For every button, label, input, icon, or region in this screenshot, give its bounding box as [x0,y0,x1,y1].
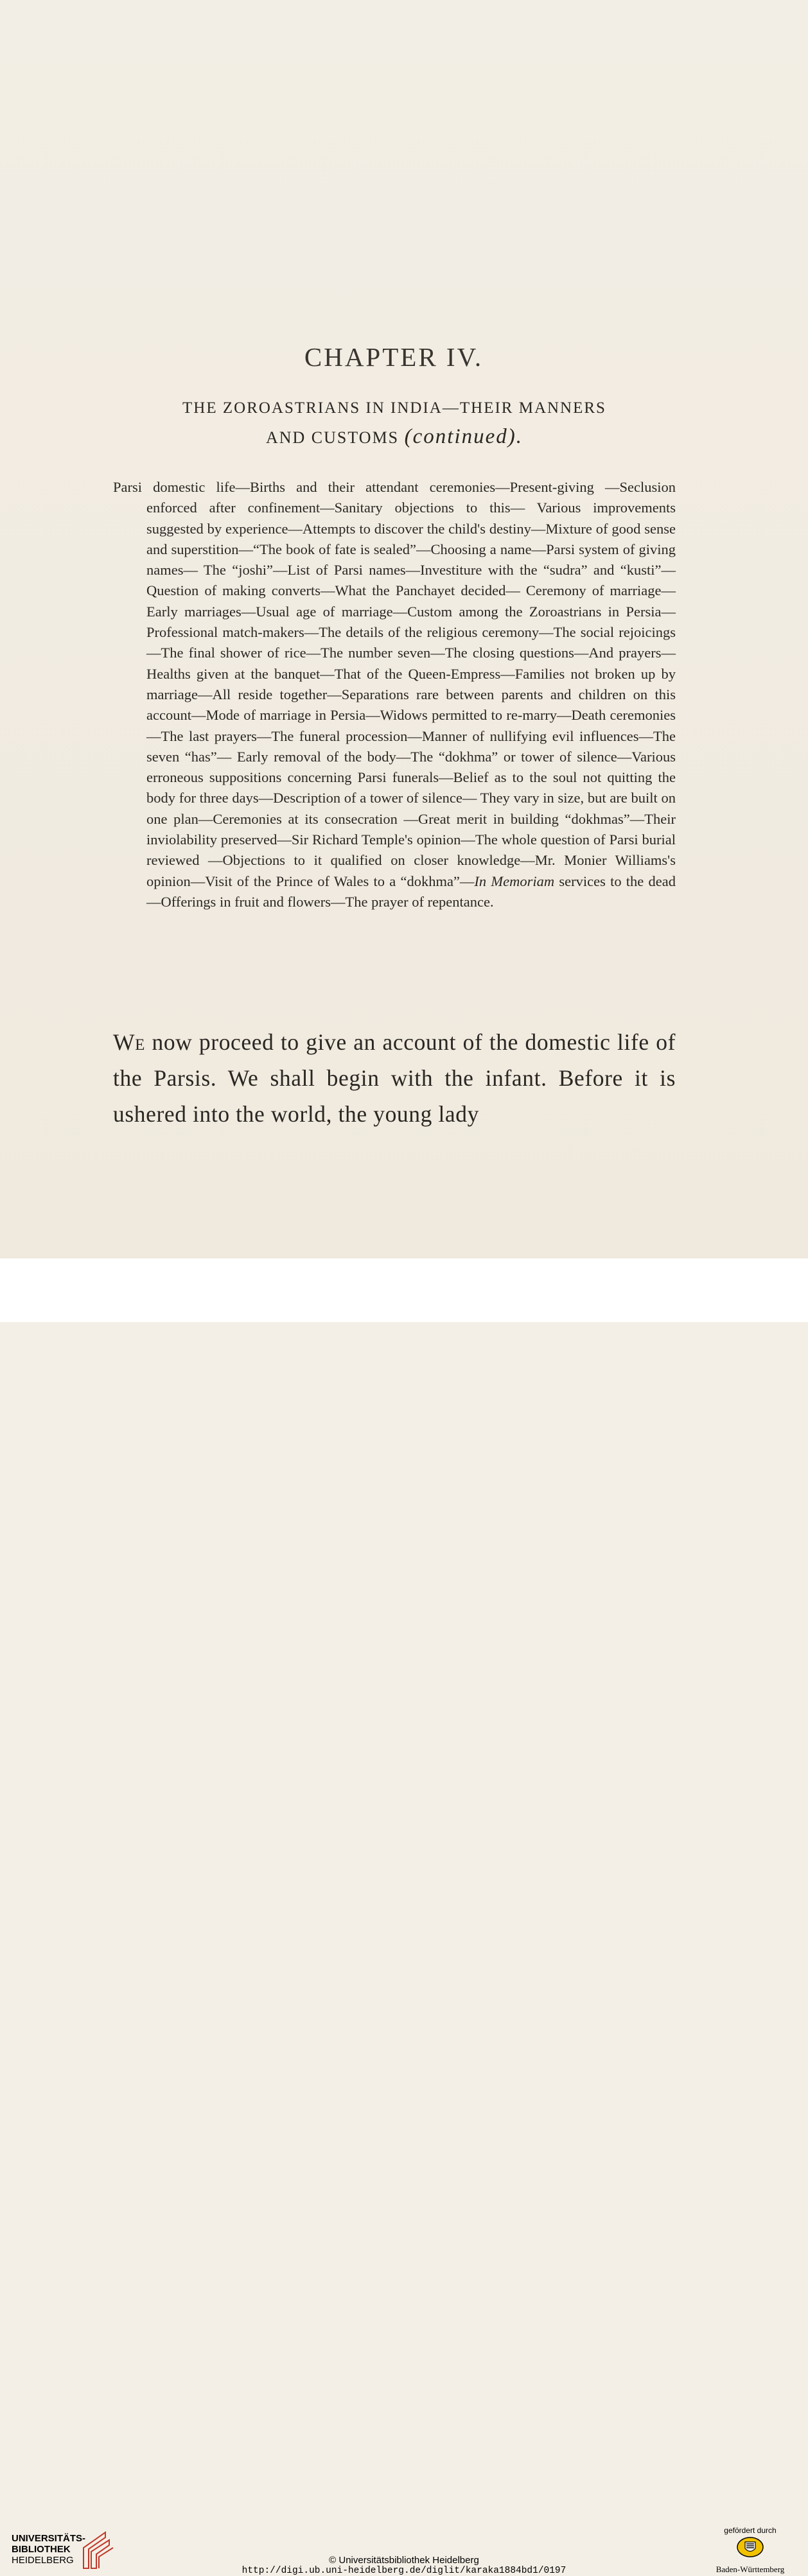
synopsis-text-2: services to the dead—Offerings in fruit and flowers—The prayer of repentance. [146,873,676,910]
body-lead-word: We [113,1029,145,1055]
body-paragraph [113,1024,676,1132]
synopsis-italic: In Memoriam [474,873,555,889]
digitization-footer [0,1258,808,2576]
chapter-subtitle-line1: THE ZOROASTRIANS IN INDIA—THEIR MANNERS [182,399,606,417]
library-name-line1: UNIVERSITÄTS- [12,2533,86,2544]
subtitle-line2-text: AND CUSTOMS [265,428,405,447]
library-name-line3: HEIDELBERG [12,2555,74,2566]
funded-by-label: gefördert durch [724,2526,777,2535]
body-text: now proceed to give an account of the domestic life of the Parsis. We shall begin with the infant. Before it is ushered into the world, the young lady [113,1029,676,1127]
permalink-url[interactable]: http://digi.ub.uni-heidelberg.de/diglit/karaka1884bd1/0197 [242,2566,566,2576]
subtitle-line2-italic: (continued). [404,425,523,448]
copyright-notice: © Universitätsbibliothek Heidelberg [329,2555,479,2566]
scanned-page [0,0,808,1258]
synopsis-paragraph [113,477,676,912]
synopsis-text-1: Parsi domestic life—Births and their attendant ceremonies—Present-giving —Seclusion enforced after confinement—Sanitary objections to this— Various improvements suggested by experience—Attempts to discover the child's destiny—Mixture of good sense and superstition—“The book of fate is sealed”—Choosing a name—Parsi system of giving names— The “joshi”—List of Parsi names—Investiture with the “sudra” and “kusti”—Question of making converts—What the Panchayet decided— Ceremony of marriage—Early marriages—Usual age of marriage—Custom among the Zoroastrians in Persia—Professional match-makers—The details of the religious ceremony—The social rejoicings—The final shower of rice—The number seven—The closing questions—And prayers—Healths given at the banquet—That of the Queen-Empress—Families not broken up by marriage—All reside together—Separations rare between parents and children on this account—Mode of marriage in Persia—Widows permitted to re-marry—Death ceremonies—The last prayers—The funeral procession—Manner of nullifying evil influences—The seven “has”— Early removal of the body—The “dokhma” or tower of silence—Various erroneous suppositions concerning Parsi funerals—Belief as to the soul not quitting the body for three days—Description of a tower of silence— They vary in size, but are built on one plan—Ceremonies at its consecration —Great merit in building “dokhmas”—Their inviolability preserved—Sir Richard Temple's opinion—The whole question of Parsi burial reviewed —Objections to it qualified on closer knowledge—Mr. Monier Williams's opinion—Visit of the Prince of Wales to a “dokhma”— [113,479,676,889]
baden-wuerttemberg-emblem-icon [736,2536,764,2558]
chapter-subtitle-line2 [0,425,789,449]
chapter-synopsis [113,477,676,912]
funder-name: Baden-Württemberg [716,2564,785,2574]
library-name-line2: BIBLIOTHEK [12,2544,71,2555]
chapter-title: CHAPTER IV. [304,342,484,372]
